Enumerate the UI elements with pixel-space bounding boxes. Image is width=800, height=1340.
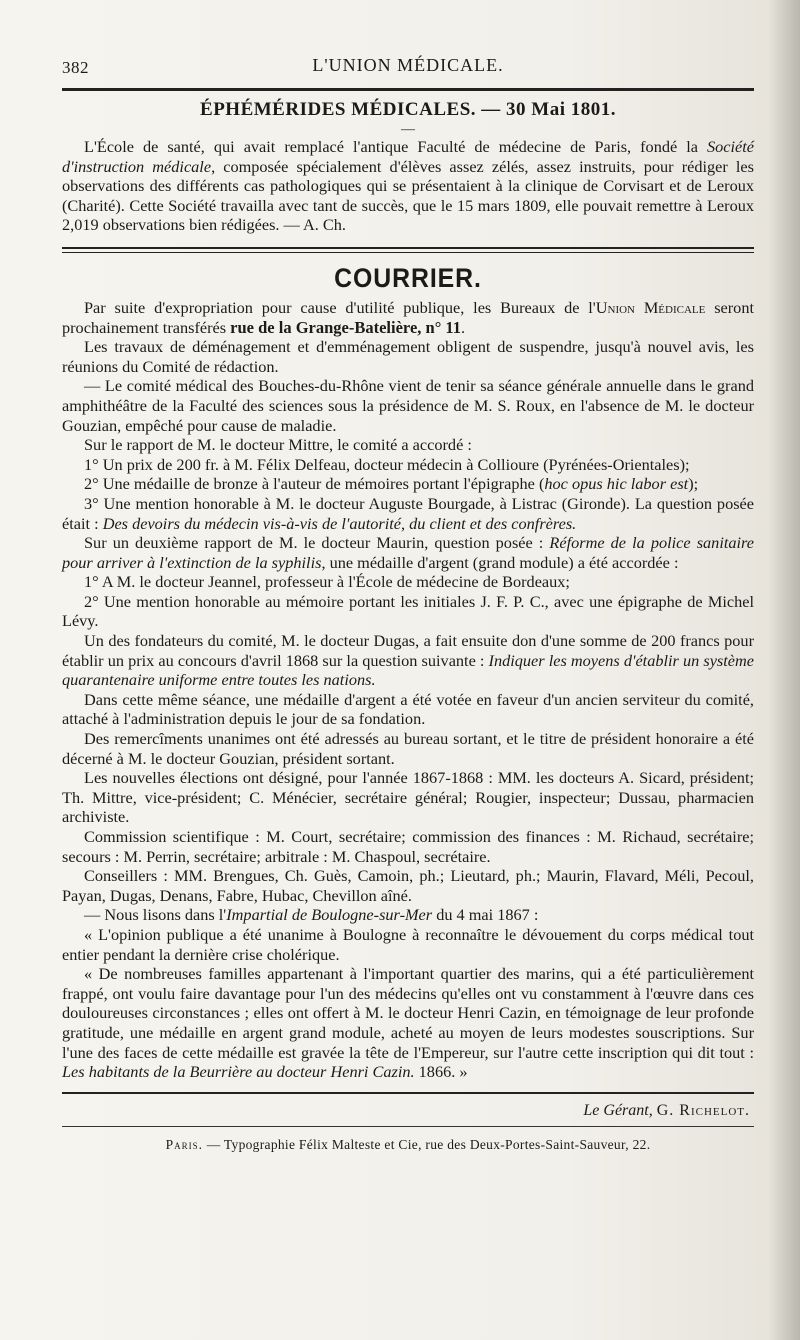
courrier-paragraph-14: Les nouvelles élections ont désigné, pour l'année 1867-1868 : MM. les docteurs A. Sicard, président; Th. Mittre, vice-président; C. Ménécier, secrétaire général; Rougier, inspecteur; Dussau, pharmacien archiviste. xyxy=(62,768,754,827)
imprint xyxy=(62,1137,754,1153)
courrier-paragraph-9: 1° A M. le docteur Jeannel, professeur à l'École de médecine de Bordeaux; xyxy=(84,572,570,592)
italic-span: Impartial de Boulogne-sur-Mer xyxy=(226,905,433,925)
imprint-rule xyxy=(62,1126,754,1127)
italic-span: hoc opus hic labor est xyxy=(544,474,689,494)
italic-span: Indiquer les moyens d'établir un système quarantenaire uniforme entre toutes les nations. xyxy=(62,650,754,690)
page-number: 382 xyxy=(62,58,89,77)
text-span: seront prochainement transférés xyxy=(62,297,754,337)
ephemerides-dash: — xyxy=(401,122,415,137)
ephemerides-title-main: ÉPHÉMÉRIDES MÉDICALES. xyxy=(200,99,477,120)
italic-span: Société d'instruction médicale xyxy=(62,137,754,176)
ephemerides-paragraph xyxy=(62,137,754,235)
signature xyxy=(62,1102,754,1120)
italic-span: Des devoirs du médecin vis-à-vis de l'autorité, du client et des confrères. xyxy=(102,513,577,533)
page-content xyxy=(62,50,754,1153)
ephemerides-title xyxy=(62,99,754,121)
text-span: 3° Une mention honorable à M. le docteur Auguste Bourgade, à Listrac (Gironde). La question posée était : xyxy=(62,493,754,533)
text-span: du 4 mai 1867 : xyxy=(432,905,539,925)
smallcaps-span: Union Médicale xyxy=(595,297,706,317)
courrier-paragraph-12: Dans cette même séance, une médaille d'argent a été votée en faveur d'un ancien serviteur du comité, attaché à l'administration depuis le jour de sa fondation. xyxy=(62,689,754,729)
text-span: 2° Une médaille de bronze à l'auteur de mémoires portant l'épigraphe ( xyxy=(84,474,545,494)
courrier-paragraph-15: Commission scientifique : M. Court, secrétaire; commission des finances : M. Richaud, secrétaire; secours : M. Perrin, secrétaire; arbitrale : M. Chaspoul, secrétaire. xyxy=(62,827,754,866)
courrier-paragraph-5: 1° Un prix de 200 fr. à M. Félix Delfeau, docteur médecin à Collioure (Pyrénées-Orientales); xyxy=(84,454,690,474)
bold-span: rue de la Grange-Batelière, n° 11 xyxy=(230,317,462,337)
courrier-paragraph-17 xyxy=(62,905,754,925)
text-span: « De nombreuses familles appartenant à l'important quartier des marins, qui a été particulièrement frappé, ont voulu faire davantage pour l'un des médecins qu'elles ont vu constamment à l'œuvre dans ces douloureuses circonstances ; elles ont offert à M. le docteur Henri Cazin, en témoignage de leur profonde gratitude, une médaille en argent grand module, acheté au moyen de leurs modestes souscriptions. Sur l'une des faces de cette médaille est gravée la tête de l'Empereur, sur l'autre cette inscription qui dit tout : xyxy=(62,964,754,1062)
imprint-text: — Typographie Félix Malteste et Cie, rue des Deux-Portes-Saint-Sauveur, 22. xyxy=(203,1136,651,1152)
courrier-paragraph-6 xyxy=(62,474,754,494)
text-span: Par suite d'expropriation pour cause d'utilité publique, les Bureaux de l' xyxy=(84,297,596,317)
running-head xyxy=(62,50,754,80)
courrier-paragraph-13: Des remercîments unanimes ont été adressés au bureau sortant, et le titre de président honoraire a été décerné à M. le docteur Gouzian, président sortant. xyxy=(62,729,754,768)
end-rule xyxy=(62,1092,754,1094)
text-span: . xyxy=(461,317,466,337)
header-rule xyxy=(62,88,754,91)
text-span: Un des fondateurs du comité, M. le docteur Dugas, a fait ensuite don d'une somme de 200 francs pour établir un prix au concours d'avril 1868 sur la question suivante : xyxy=(62,631,754,670)
courrier-paragraph-18: « L'opinion publique a été unanime à Boulogne à reconnaître le dévouement du corps médical tout entier pendant la dernière crise cholérique. xyxy=(62,924,754,964)
signature-label: Le Gérant, xyxy=(583,1101,657,1119)
text-span: 1866. » xyxy=(414,1062,468,1082)
courrier-paragraph-11 xyxy=(62,631,754,690)
italic-span: Réforme de la police sanitaire pour arriver à l'extinction de la syphilis xyxy=(62,533,754,572)
courrier-title: COURRIER. xyxy=(334,262,482,293)
text-span: ); xyxy=(688,474,699,494)
italic-span: Les habitants de la Beurrière au docteur Henri Cazin. xyxy=(62,1062,415,1082)
courrier-paragraph-2: Les travaux de déménagement et d'emménagement obligent de suspendre, jusqu'à nouvel avis, les réunions du Comité de rédaction. xyxy=(62,337,754,376)
journal-title: L'UNION MÉDICALE. xyxy=(312,55,504,75)
ephemerides-title-date: — 30 Mai 1801. xyxy=(481,99,616,120)
text-span: , une médaille d'argent (grand module) a été accordée : xyxy=(321,552,679,572)
courrier-paragraph-10: 2° Une mention honorable au mémoire portant les initiales J. F. P. C., avec une épigraphe de Michel Lévy. xyxy=(62,591,754,631)
courrier-paragraph-4: Sur le rapport de M. le docteur Mittre, le comité a accordé : xyxy=(84,435,472,455)
text-span: L'École de santé, qui avait remplacé l'antique Faculté de médecine de Paris, fondé la xyxy=(84,137,707,156)
courrier-paragraph-1 xyxy=(62,298,754,337)
courrier-paragraph-19 xyxy=(62,964,754,1082)
courrier-paragraph-7 xyxy=(62,494,754,533)
courrier-paragraph-16: Conseillers : MM. Brengues, Ch. Guès, Camoin, ph.; Lieutard, ph.; Maurin, Flavard, Méli, Pecoul, Payan, Dugas, Denans, Fabre, Hubac, Chevillon aîné. xyxy=(62,866,754,905)
signature-name: G. Richelot. xyxy=(656,1101,750,1119)
imprint-city: Paris. xyxy=(165,1136,204,1152)
text-span: , composée spécialement d'élèves assez zélés, assez instruits, pour rédiger les observations des différents cas pathologiques qui se présentaient à la clinique de Corvisart et de Leroux (Charité). Cette Société travailla avec tant de succès, que le 15 mars 1809, elle pouvait remettre à Leroux 2,019 observations bien rédigées. — A. Ch. xyxy=(62,156,754,235)
courrier-paragraph-3: — Le comité médical des Bouches-du-Rhône vient de tenir sa séance générale annuelle dans le grand amphithéâtre de la Faculté des sciences sous la présidence de M. S. Roux, en l'absence de M. le docteur Gouzian, empêché pour cause de maladie. xyxy=(62,376,754,435)
text-span: — Nous lisons dans l' xyxy=(84,905,227,925)
section-divider xyxy=(62,247,754,253)
courrier-paragraph-8 xyxy=(62,533,754,572)
text-span: Sur un deuxième rapport de M. le docteur Maurin, question posée : xyxy=(84,533,550,553)
